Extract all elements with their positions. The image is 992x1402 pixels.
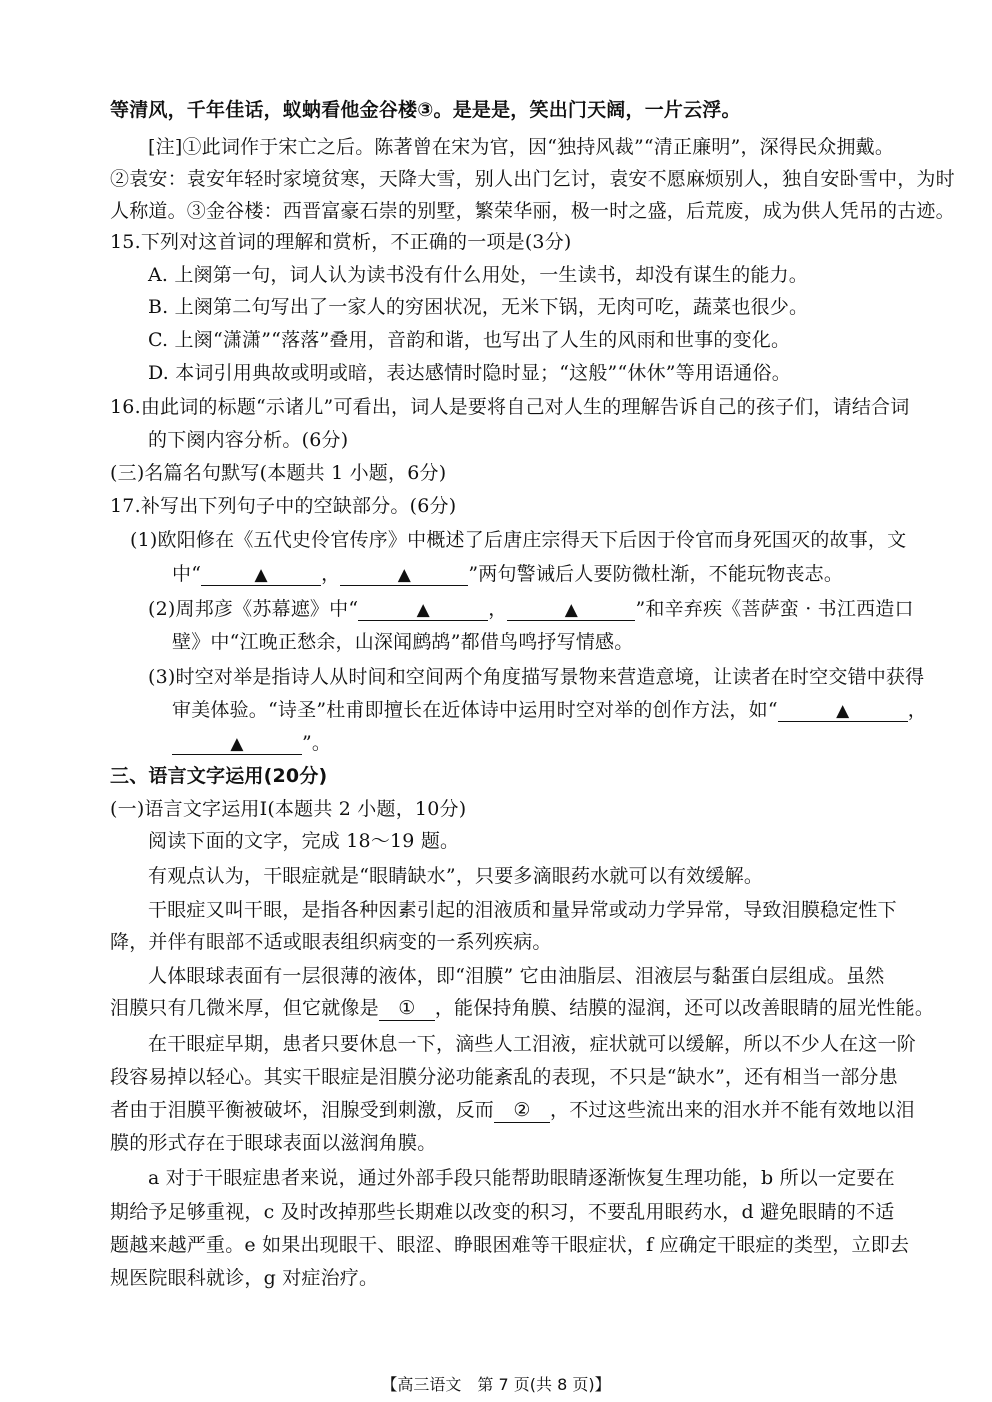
question-17-part-3-line-1: (3)时空对举是指诗人从时间和空间两个角度描写景物来营造意境，让读者在时空交错中获得 (148, 666, 925, 688)
part-3-end: ”。 (302, 732, 332, 754)
question-17-part-2-line-1 (148, 597, 914, 621)
reading-instruction: 阅读下面的文字，完成 18～19 题。 (148, 830, 460, 852)
paragraph-4-text-a: 者由于泪膜平衡被破坏，泪腺受到刺激，反而 (110, 1099, 495, 1121)
note-line-1: [注]①此词作于宋亡之后。陈著曾在宋为官，因“独持风裁”“清正廉明”，深得民众拥戴。 (148, 136, 895, 158)
blank-marker: ▲ (230, 734, 244, 754)
answer-blank-1[interactable] (201, 564, 321, 586)
part-3-prefix: 审美体验。“诗圣”杜甫即擅长在近体诗中运用时空对举的创作方法，如“ (172, 699, 778, 721)
question-16-line-2: 的下阕内容分析。(6分) (148, 429, 349, 451)
fill-blank-2[interactable]: ② (494, 1098, 550, 1123)
passage-paragraph-5-line-4: 规医院眼科就诊，g 对症治疗。 (110, 1267, 379, 1289)
question-17-part-2-line-2: 壁》中“江晚正愁余，山深闻鹧鸪”都借鸟鸣抒写情感。 (172, 631, 634, 653)
question-17-part-1-line-2 (172, 562, 843, 586)
comma: ， (488, 598, 508, 620)
passage-paragraph-4-line-1: 在干眼症早期，患者只要休息一下，滴些人工泪液，症状就可以缓解，所以不少人在这一阶 (148, 1033, 917, 1055)
question-15-option-a: A. 上阕第一句，词人认为读书没有什么用处，一生读书，却没有谋生的能力。 (148, 264, 809, 286)
passage-paragraph-4-line-4: 膜的形式存在于眼球表面以滋润角膜。 (110, 1132, 437, 1154)
paragraph-3-text-a: 泪膜只有几微米厚，但它就像是 (110, 997, 379, 1019)
fill-blank-1[interactable]: ① (379, 996, 435, 1021)
blank-marker: ▲ (254, 565, 268, 585)
part-2-suffix: ”和辛弃疾《菩萨蛮 · 书江西造口 (635, 598, 914, 620)
note-line-2: ②袁安：袁安年轻时家境贫寒，天降大雪，别人出门乞讨，袁安不愿麻烦别人，独自安卧雪中，为时 (110, 168, 955, 190)
section-3-header: (三)名篇名句默写(本题共 1 小题，6分) (110, 462, 447, 484)
passage-paragraph-5-line-2: 期给予足够重视，c 及时改掉那些长期难以改变的积习，不要乱用眼药水，d 避免眼睛的不适 (110, 1201, 895, 1223)
answer-blank-2[interactable] (340, 564, 468, 586)
question-15-option-c: C. 上阕“潇潇”“落落”叠用，音韵和谐，也写出了人生的风雨和世事的变化。 (148, 329, 791, 351)
question-17-part-1-line-1: (1)欧阳修在《五代史伶官传序》中概述了后唐庄宗得天下后因于伶官而身死国灭的故事，文 (130, 529, 907, 551)
passage-paragraph-3-line-1: 人体眼球表面有一层很薄的液体，即“泪膜” 它由油脂层、泪液层与黏蛋白层组成。虽然 (148, 965, 885, 987)
part-1-prefix: 中“ (172, 563, 202, 585)
question-17-stem: 17.补写出下列句子中的空缺部分。(6分) (110, 495, 457, 517)
passage-paragraph-1: 有观点认为，干眼症就是“眼睛缺水”，只要多滴眼药水就可以有效缓解。 (148, 865, 764, 887)
question-17-part-3-line-2 (172, 698, 927, 722)
passage-paragraph-2-line-2: 降，并伴有眼部不适或眼表组织病变的一系列疾病。 (110, 931, 552, 953)
paragraph-3-text-b: ，能保持角膜、结膜的湿润，还可以改善眼睛的屈光性能。 (434, 997, 935, 1019)
comma: ， (321, 563, 341, 585)
answer-blank-4[interactable] (507, 599, 635, 621)
question-15-option-b: B. 上阕第二句写出了一家人的穷困状况，无米下锅，无肉可吃，蔬菜也很少。 (148, 296, 809, 318)
blank-marker: ▲ (564, 600, 579, 620)
passage-paragraph-3-line-2 (110, 996, 934, 1021)
question-16-line-1: 16.由此词的标题“示诸儿”可看出，词人是要将自己对人生的理解告诉自己的孩子们，请结合词 (110, 396, 910, 418)
blank-marker: ▲ (836, 701, 850, 721)
passage-paragraph-2-line-1: 干眼症又叫干眼，是指各种因素引起的泪液质和量异常或动力学异常，导致泪膜稳定性下 (148, 899, 897, 921)
part-2-prefix: (2)周邦彦《苏幕遮》中“ (148, 598, 359, 620)
answer-blank-5[interactable] (778, 700, 908, 722)
question-15-stem: 15.下列对这首词的理解和赏析，不正确的一项是(3分) (110, 231, 572, 253)
passage-paragraph-4-line-2: 段容易掉以轻心。其实干眼症是泪膜分泌功能紊乱的表现，不只是“缺水”，还有相当一部分患 (110, 1066, 898, 1088)
passage-paragraph-4-line-3 (110, 1098, 915, 1123)
question-17-part-3-line-3 (172, 731, 331, 755)
question-15-option-d: D. 本词引用典故或明或暗，表达感情时隐时显；“这般”“休休”等用语通俗。 (148, 362, 791, 384)
passage-paragraph-5-line-1: a 对于干眼症患者来说，通过外部手段只能帮助眼睛逐渐恢复生理功能，b 所以一定要在 (148, 1167, 895, 1189)
paragraph-4-text-b: ，不过这些流出来的泪水并不能有效地以泪 (550, 1099, 915, 1121)
part-3-subheader: (一)语言文字运用Ⅰ(本题共 2 小题，10分) (110, 798, 467, 820)
passage-paragraph-5-line-3: 题越来越严重。e 如果出现眼干、眼涩、睁眼困难等干眼症状，f 应确定干眼症的类型，立即去 (110, 1234, 910, 1256)
answer-blank-3[interactable] (358, 599, 488, 621)
poem-tail-line: 等清风，千年佳话，蚁蚋看他金谷楼③。是是是，笑出门天阔，一片云浮。 (110, 99, 741, 121)
answer-blank-6[interactable] (172, 733, 302, 755)
part-3-header: 三、语言文字运用(20分) (110, 765, 328, 787)
comma: ， (907, 699, 927, 721)
blank-marker: ▲ (416, 600, 430, 620)
blank-marker: ▲ (397, 565, 411, 585)
part-1-suffix: ”两句警诫后人要防微杜渐，不能玩物丧志。 (468, 563, 844, 585)
page-footer: 【高三语文 第 7 页(共 8 页)】 (381, 1375, 611, 1394)
note-line-3: 人称道。③金谷楼：西晋富豪石崇的别墅，繁荣华丽，极一时之盛，后荒废，成为供人凭吊的古迹。 (110, 200, 955, 222)
